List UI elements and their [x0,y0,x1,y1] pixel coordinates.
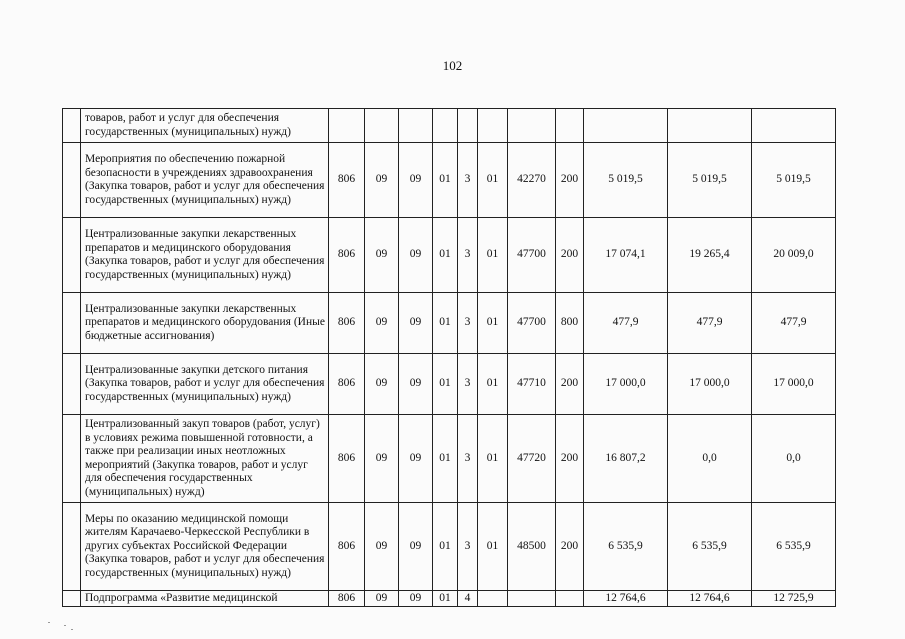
col-year2: 5 019,5 [668,143,752,218]
row-description: Централизованные закупки детского питания (Закупка товаров, работ и услуг для обеспечения государственных (муниципальных) нужд) [81,354,329,415]
row-description: Централизованные закупки лекарственных препаратов и медицинского оборудования (Закупка товаров, работ и услуг для обеспечения государственных (муниципальных) нужд) [81,218,329,293]
col-gr: 806 [329,591,365,607]
col-pr [399,109,433,143]
row-number-cell [63,354,81,415]
col-year1: 17 000,0 [584,354,668,415]
col-year3: 5 019,5 [752,143,836,218]
row-description: Мероприятия по обеспечению пожарной безопасности в учреждениях здравоохранения (Закупка товаров, работ и услуг для обеспечения государственных (муниципальных) нужд) [81,143,329,218]
col-year2: 12 764,6 [668,591,752,607]
col-prog4: 47710 [508,354,556,415]
page-number: 102 [442,58,463,73]
col-gr: 806 [329,503,365,591]
col-vr: 200 [556,354,584,415]
table-row [63,293,836,354]
col-rz: 09 [365,591,399,607]
col-pr: 09 [399,591,433,607]
col-prog4: 47700 [508,293,556,354]
col-year1: 17 074,1 [584,218,668,293]
col-year1: 5 019,5 [584,143,668,218]
row-description: Централизованный закуп товаров (работ, услуг) в условиях режима повышенной готовности, а также при реализации иных неотложных мероприятий (Закупка товаров, работ и услуг для обеспечения государственных (муниципальных) нужд) [81,415,329,503]
col-year2: 19 265,4 [668,218,752,293]
col-prog4: 47720 [508,415,556,503]
col-vr [556,591,584,607]
col-prog3 [478,591,508,607]
row-number-cell [63,109,81,143]
col-pr: 09 [399,354,433,415]
col-prog1: 01 [433,143,458,218]
col-gr [329,109,365,143]
col-gr: 806 [329,415,365,503]
row-description: Меры по оказанию медицинской помощи жителям Карачаево-Черкесской Республики в других субъектах Российской Федерации (Закупка товаров, работ и услуг для обеспечения государственных (муниципальных) нужд) [81,503,329,591]
col-vr [556,109,584,143]
col-prog2: 3 [458,218,478,293]
col-rz: 09 [365,354,399,415]
budget-table [62,108,836,607]
col-year3: 17 000,0 [752,354,836,415]
col-prog2: 4 [458,591,478,607]
col-prog2: 3 [458,415,478,503]
row-number-cell [63,293,81,354]
col-vr: 800 [556,293,584,354]
table-row [63,503,836,591]
col-prog3: 01 [478,415,508,503]
col-rz: 09 [365,503,399,591]
col-prog1: 01 [433,354,458,415]
col-year3 [752,109,836,143]
col-prog4: 42270 [508,143,556,218]
col-year3: 20 009,0 [752,218,836,293]
row-number-cell [63,591,81,607]
col-vr: 200 [556,218,584,293]
row-number-cell [63,218,81,293]
col-prog3: 01 [478,143,508,218]
col-rz: 09 [365,293,399,354]
col-prog3: 01 [478,218,508,293]
col-pr: 09 [399,218,433,293]
col-prog4 [508,591,556,607]
col-year2 [668,109,752,143]
col-year1: 12 764,6 [584,591,668,607]
col-prog3: 01 [478,354,508,415]
col-year3: 6 535,9 [752,503,836,591]
col-prog1 [433,109,458,143]
col-year2: 17 000,0 [668,354,752,415]
col-prog1: 01 [433,415,458,503]
table-row [63,354,836,415]
col-prog1: 01 [433,218,458,293]
table-row [63,143,836,218]
col-year1 [584,109,668,143]
table-row [63,218,836,293]
col-pr: 09 [399,415,433,503]
col-prog1: 01 [433,293,458,354]
row-description: Подпрограмма «Развитие медицинской [81,591,329,607]
col-prog2: 3 [458,293,478,354]
col-prog2: 3 [458,503,478,591]
col-gr: 806 [329,143,365,218]
col-rz: 09 [365,143,399,218]
row-number-cell [63,415,81,503]
col-pr: 09 [399,143,433,218]
table-row [63,591,836,607]
col-prog4: 47700 [508,218,556,293]
table-row [63,415,836,503]
col-gr: 806 [329,354,365,415]
table-row [63,109,836,143]
col-prog2: 3 [458,143,478,218]
col-rz: 09 [365,415,399,503]
col-pr: 09 [399,293,433,354]
col-vr: 200 [556,415,584,503]
col-year1: 477,9 [584,293,668,354]
col-year1: 16 807,2 [584,415,668,503]
col-prog3: 01 [478,503,508,591]
col-year2: 0,0 [668,415,752,503]
col-rz [365,109,399,143]
col-year2: 6 535,9 [668,503,752,591]
col-prog2 [458,109,478,143]
col-gr: 806 [329,218,365,293]
col-pr: 09 [399,503,433,591]
row-description: Централизованные закупки лекарственных препаратов и медицинского оборудования (Иные бюджетные ассигнования) [81,293,329,354]
col-prog3: 01 [478,293,508,354]
col-year3: 0,0 [752,415,836,503]
row-number-cell [63,503,81,591]
col-prog2: 3 [458,354,478,415]
col-vr: 200 [556,143,584,218]
col-year2: 477,9 [668,293,752,354]
row-description: товаров, работ и услуг для обеспечения государственных (муниципальных) нужд) [81,109,329,143]
col-prog3 [478,109,508,143]
col-prog1: 01 [433,503,458,591]
col-prog4: 48500 [508,503,556,591]
col-year1: 6 535,9 [584,503,668,591]
col-prog4 [508,109,556,143]
col-gr: 806 [329,293,365,354]
col-prog1: 01 [433,591,458,607]
col-year3: 12 725,9 [752,591,836,607]
row-number-cell [63,143,81,218]
col-rz: 09 [365,218,399,293]
col-year3: 477,9 [752,293,836,354]
col-vr: 200 [556,503,584,591]
